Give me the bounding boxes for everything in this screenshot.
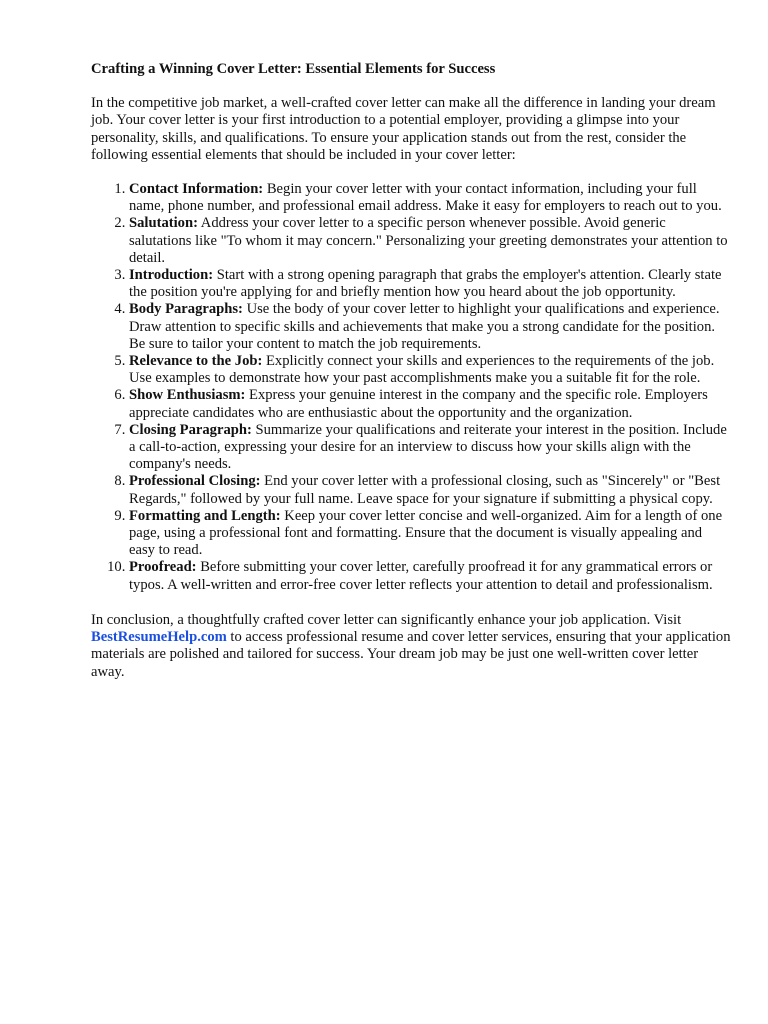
- essential-elements-list: [91, 181, 731, 594]
- item-text: End your cover letter with a professional closing, such as "Sincerely" or "Best Regards," followed by your full name. Leave space for your signature if submitting a physical copy.: [129, 473, 721, 507]
- item-text: Explicitly connect your skills and experiences to the requirements of the job. Use examples to demonstrate how your past accomplishments make you a suitable fit for the role.: [129, 353, 715, 387]
- conclusion-text-before-link: In conclusion, a thoughtfully crafted cover letter can significantly enhance your job application. Visit: [91, 611, 682, 628]
- item-text: Address your cover letter to a specific person whenever possible. Avoid generic salutations like "To whom it may concern." Personalizing your greeting demonstrates your attention to detail.: [129, 215, 728, 266]
- item-text: Summarize your qualifications and reiterate your interest in the position. Include a call-to-action, expressing your desire for an interview to discuss how your skills align with the company's needs.: [129, 421, 727, 473]
- item-text: Start with a strong opening paragraph that grabs the employer's attention. Clearly state the position you're applying for and briefly mention how you heard about the job opportunity.: [129, 267, 722, 301]
- item-term: Relevance to the Job:: [129, 353, 263, 370]
- list-item: [129, 508, 731, 560]
- item-term: Salutation:: [129, 215, 198, 232]
- item-term: Proofread:: [129, 559, 197, 576]
- list-item: [129, 181, 731, 215]
- list-item: [129, 267, 731, 301]
- document-page: [91, 61, 731, 681]
- item-text: Use the body of your cover letter to highlight your qualifications and experience. Draw attention to specific skills and achievements that make you a strong candidate for the position. Be sure to tailor your content to match the job requirements.: [129, 301, 720, 352]
- item-text: Express your genuine interest in the company and the specific role. Employers appreciate candidates who are enthusiastic about the opportunity and the organization.: [129, 387, 708, 421]
- item-term: Introduction:: [129, 267, 214, 284]
- best-resume-help-link[interactable]: BestResumeHelp.com: [91, 629, 227, 646]
- page-title: Crafting a Winning Cover Letter: Essential Elements for Success: [91, 61, 496, 77]
- intro-paragraph: In the competitive job market, a well-crafted cover letter can make all the difference in landing your dream job. Your cover letter is your first introduction to a potential employer, providing a glimpse into your personality, skills, and qualifications. To ensure your application stands out from the rest, consider the following essential elements that should be included in your cover letter:: [91, 95, 716, 163]
- item-term: Show Enthusiasm:: [129, 387, 246, 404]
- item-text: Before submitting your cover letter, carefully proofread it for any grammatical errors or typos. A well-written and error-free cover letter reflects your attention to detail and professionalism.: [129, 559, 713, 593]
- item-text: Begin your cover letter with your contact information, including your full name, phone number, and professional email address. Make it easy for employers to reach out to you.: [129, 181, 722, 215]
- item-term: Body Paragraphs:: [129, 301, 243, 318]
- item-term: Professional Closing:: [129, 473, 261, 490]
- item-term: Closing Paragraph:: [129, 421, 252, 438]
- conclusion-text-after-link: to access professional resume and cover letter services, ensuring that your application materials are polished and tailored for success. Your dream job may be just one well-written cover letter away.: [91, 629, 731, 680]
- list-item: [129, 215, 731, 267]
- list-item: [129, 301, 731, 353]
- list-item: [129, 559, 731, 593]
- list-item: [129, 422, 731, 474]
- list-item: [129, 387, 731, 421]
- item-term: Contact Information:: [129, 181, 264, 198]
- list-item: [129, 473, 731, 507]
- conclusion-paragraph: [91, 612, 731, 681]
- item-text: Keep your cover letter concise and well-organized. Aim for a length of one page, using a professional font and formatting. Ensure that the document is visually appealing and easy to read.: [129, 507, 723, 559]
- item-term: Formatting and Length:: [129, 507, 281, 524]
- list-item: [129, 353, 731, 387]
